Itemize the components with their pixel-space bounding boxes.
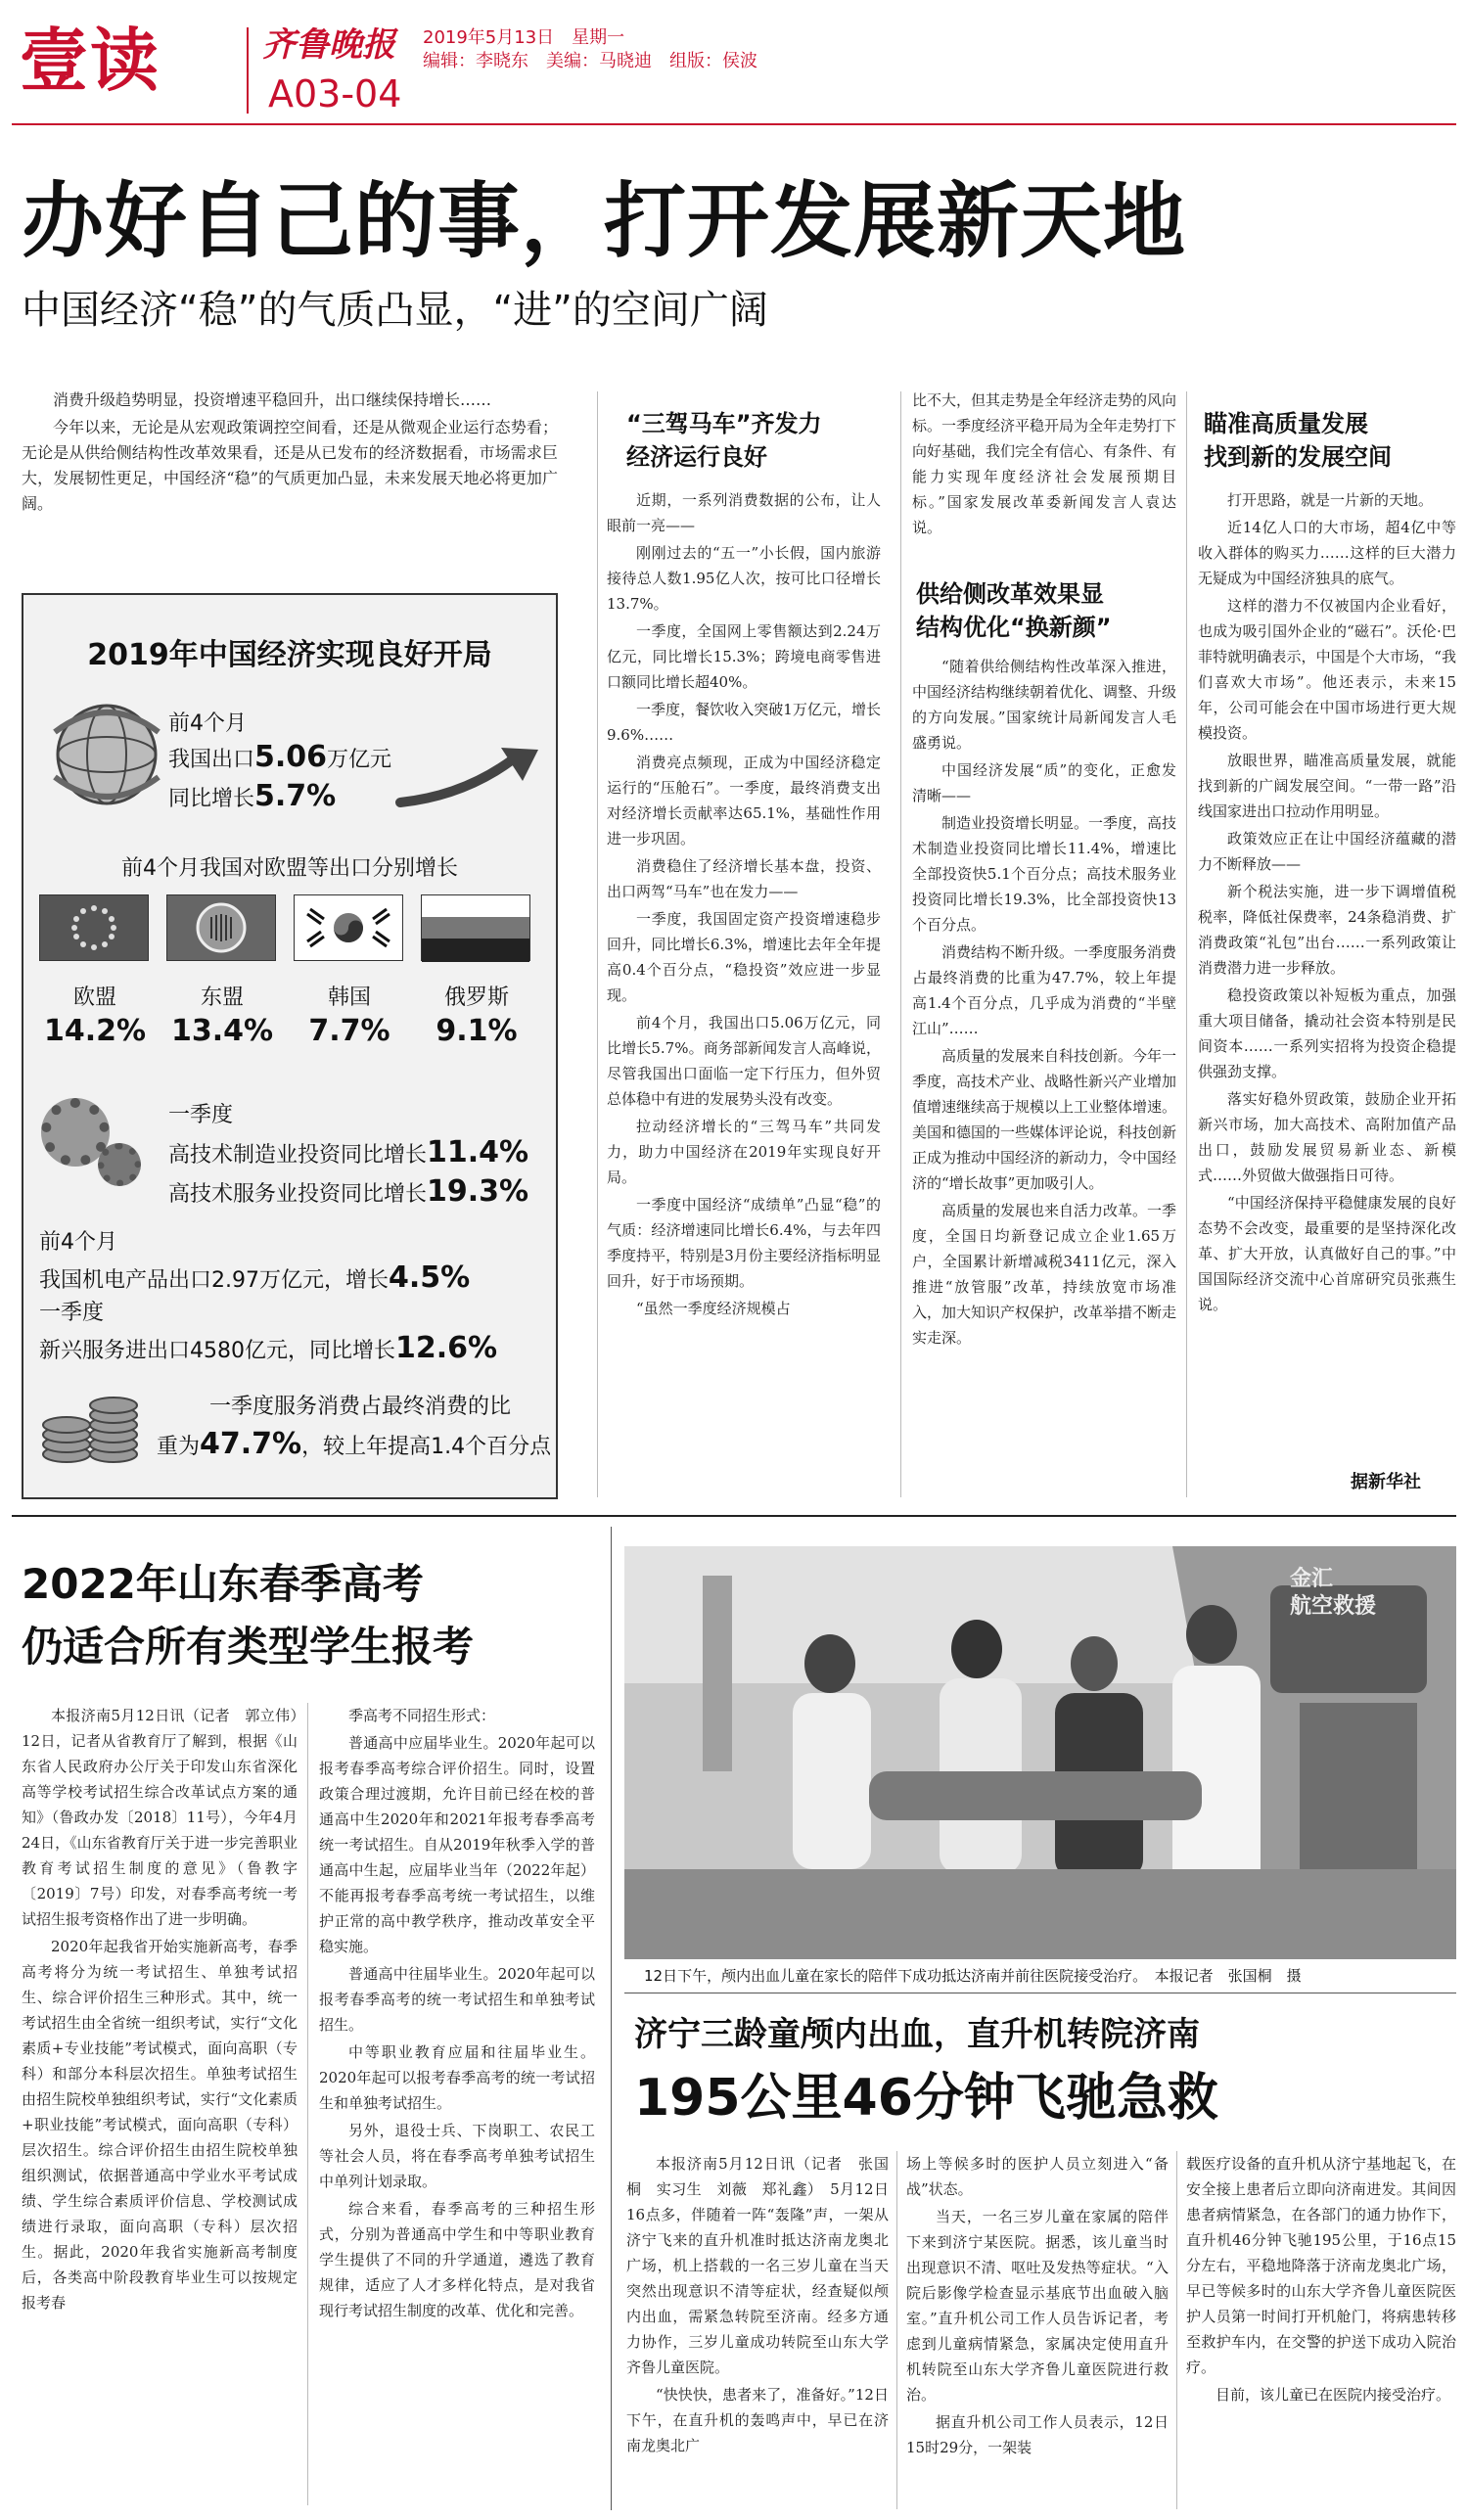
section-title: 壹读: [20, 21, 161, 101]
page-number: A03-04: [268, 72, 402, 115]
col3-para: 政策效应正在让中国经济蕴藏的潜力不断释放——: [1198, 830, 1456, 873]
q1-line2-pre: 高技术服务业投资同比增长: [168, 1182, 428, 1207]
p1-line1-pre: 我国出口: [168, 748, 255, 772]
col1-para: 前4个月，我国出口5.06万亿元，同比增长5.7%。商务部新闻发言人高峰说，尽管我国出口面临一定下行压力，但外贸总体稳中有进的发展势头没有改变。: [607, 1014, 881, 1108]
col1-para: 一季度，全国网上零售额达到2.24万亿元，同比增长15.3%；跨境电商零售进口额同比增长超40%。: [607, 622, 881, 691]
p2-line-pre: 我国机电产品出口2.97万亿元，增长: [39, 1268, 389, 1293]
flag-value-asean: 13.4%: [170, 1014, 274, 1048]
col3-para: 近14亿人口的大市场，超4亿中等收入群体的购买力……这样的巨大潜力无疑成为中国经济独具的底气。: [1198, 519, 1456, 587]
column-rule: [307, 1703, 308, 2505]
col3-para: 这样的潜力不仅被国内企业看好，也成为吸引国外企业的“磁石”。沃伦·巴菲特就明确表示，中国是个大市场，“我们喜欢大市场”。他还表示，未来15年，公司可能会在中国市场进行更大规模投资。: [1198, 597, 1456, 742]
heli-para: 载医疗设备的直升机从济宁基地起飞，在安全接上患者后立即向济南进发。其间因患者病情紧急，在各部门的通力协作下，直升机46分钟飞驰195公里，于16点15分左右，平稳地降落于济南龙奥北广场，早已等候多时的山东大学齐鲁儿童医院医护人员第一时间打开机舱门，将病患转移至救护车内，在交警的护送下成功入院治疗。: [1186, 2155, 1456, 2376]
column-rule: [900, 391, 901, 1497]
col3-para: 稳投资政策以补短板为重点，加强重大项目储备，撬动社会资本特别是民间资本……一系列实招将为投资企稳提供强劲支撑。: [1198, 986, 1456, 1080]
gaokao-para: 本报济南5月12日讯（记者 郭立伟） 12日，记者从省教育厅了解到，根据《山东省人民政府办公厅关于印发山东省深化高等学校考试招生综合改革试点方案的通知》（鲁政办发〔2018〕11号），今年4月24日，《山东省教育厅关于进一步完善职业教育考试招生制度的意见》（鲁教字〔2019〕7号）印发，对春季高考统一考试招生报考资格作出了进一步明确。: [22, 1707, 313, 1928]
column-rule: [597, 391, 598, 1497]
heli-para: 据直升机公司工作人员表示，12日15时29分，一架装: [906, 2413, 1169, 2456]
q1-line1-num: 11.4%: [427, 1135, 529, 1169]
col3-para: “中国经济保持平稳健康发展的良好态势不会改变，最重要的是坚持深化改革、扩大开放，认真做好自己的事。”中国国际经济交流中心首席研究员张燕生说。: [1198, 1194, 1456, 1313]
col1-para: “虽然一季度经济规模占: [636, 1300, 791, 1317]
lead-headline: 办好自己的事，打开发展新天地: [22, 173, 1187, 269]
gaokao-col1: [22, 1703, 313, 2510]
p1-line2: [168, 779, 336, 813]
q1-line1-pre: 高技术制造业投资同比增长: [168, 1143, 428, 1168]
helicopter-livery-text: 金汇 航空救援: [1290, 1567, 1377, 1619]
masthead-divider: [247, 27, 249, 114]
q1-line2-num: 19.3%: [427, 1174, 529, 1209]
section-rule: [611, 1527, 612, 2510]
gaokao-col2: [319, 1703, 595, 2510]
col1-para: 刚刚过去的“五一”小长假，国内旅游接待总人数1.95亿人次，按可比口径增长13.7%。: [607, 544, 881, 613]
coins-icon: [37, 1386, 145, 1474]
col1-para: 一季度中国经济“成绩单”凸显“稳”的气质：经济增速同比增长6.4%，与去年四季度持平，特别是3月份主要经济指标明显回升，好于市场预期。: [607, 1196, 881, 1290]
q1-label: 一季度: [168, 1103, 234, 1127]
date-line: 2019年5月13日 星期一: [423, 27, 625, 48]
col2-continued-para: 比不大，但其走势是全年经济走势的风向标。一季度经济平稳开局为全年走势打下向好基础，我们完全有信心、有条件、有能力实现年度经济社会发展预期目标。”国家发展改革委新闻发言人袁达说。: [912, 391, 1177, 536]
lead-col2: [912, 654, 1176, 1505]
p1-line2-num: 5.7%: [254, 779, 337, 813]
flags-title: 前4个月我国对欧盟等出口分别增长: [121, 856, 458, 881]
heli-col2: [906, 2151, 1169, 2513]
flag-name-asean: 东盟: [200, 985, 244, 1010]
gaokao-headline2: 仍适合所有类型学生报考: [22, 1623, 475, 1671]
col1-para: 消费亮点频现，正成为中国经济稳定运行的“压舱石”。一季度，最终消费支出对经济增长贡献率达65.1%，基础性作用进一步巩固。: [607, 754, 881, 848]
p2-line: [39, 1260, 470, 1295]
paper-logo: 齐鲁晚报: [262, 25, 395, 65]
col1-para: 拉动经济增长的“三驾马车”共同发力，助力中国经济在2019年实现良好开局。: [607, 1118, 881, 1186]
infobox-title: 2019年中国经济实现良好开局: [87, 638, 492, 672]
col3-para: 放眼世界，瞄准高质量发展，就能找到新的广阔发展空间。“一带一路”沿线国家进出口拉动作用明显。: [1198, 752, 1456, 820]
col2-para: 消费结构不断升级。一季度服务消费占最终消费的比重为47.7%，较上年提高1.4个百分点，几乎成为消费的“半壁江山”……: [912, 943, 1177, 1037]
p3-line-pre: 新兴服务进出口4580亿元，同比增长: [39, 1339, 395, 1363]
p1-label: 前4个月: [168, 711, 247, 736]
heli-para: 当天，一名三岁儿童在家属的陪伴下来到济宁某医院。据悉，该儿童当时出现意识不清、呕吐及发热等症状。“入院后影像学检查显示基底节出血破入脑室。”直升机公司工作人员告诉记者，考虑到儿童病情紧急，家属决定使用直升机转院至山东大学齐鲁儿童医院进行救治。: [906, 2208, 1169, 2404]
q1-line1: [168, 1135, 528, 1169]
p2-label: 前4个月: [39, 1230, 117, 1255]
col1-para: 一季度，餐饮收入突破1万亿元，增长9.6%……: [607, 701, 881, 744]
gaokao-para: 普通高中往届毕业生。2020年起可以报考春季高考的统一考试招生和单独考试招生。: [319, 1965, 595, 2034]
p3-line: [39, 1331, 497, 1365]
asean-flag-icon: [166, 894, 276, 961]
col1-subhead: “三驾马车”齐发力 经济运行良好: [626, 410, 822, 471]
p4-line2: [157, 1427, 551, 1461]
masthead: [12, 10, 1456, 127]
p1-line1-num: 5.06: [254, 740, 328, 774]
infobox: [22, 593, 558, 1499]
korea-flag-icon: [294, 894, 403, 961]
p1-line1: [168, 740, 391, 774]
lead-col2-top: [912, 388, 1176, 542]
gear-icon: [98, 1143, 141, 1186]
gaokao-para: 另外，退役士兵、下岗职工、农民工等社会人员，将在春季高考单独考试招生中单列计划录取。: [319, 2122, 595, 2190]
flag-name-eu: 欧盟: [72, 985, 116, 1010]
p4-line2-pre: 重为: [157, 1435, 201, 1459]
lead-col1: [607, 487, 881, 1505]
eu-flag-icon: [39, 894, 149, 961]
p1-line2-pre: 同比增长: [168, 787, 255, 811]
lead-intro: [22, 388, 558, 519]
p4-line2-num: 47.7%: [200, 1427, 302, 1461]
gaokao-para: 中等职业教育应届和往届毕业生。2020年起可以报考春季高考的统一考试招生和单独考试招生。: [319, 2043, 595, 2112]
flag-value-korea: 7.7%: [308, 1014, 390, 1048]
lead-col2-head: [916, 577, 1180, 644]
heli-para: 目前，该儿童已在医院内接受治疗。: [1216, 2386, 1451, 2404]
col2-para: 高质量的发展也来自活力改革。一季度，全国日均新登记成立企业1.65万户，全国累计新增减税3411亿元，深入推进“放管服”改革，持续放宽市场准入，加大知识产权保护，改革举措不断走实走深。: [912, 1202, 1177, 1347]
q1-line2: [168, 1174, 528, 1209]
intro-para: 今年以来，无论是从宏观政策调控空间看，还是从微观企业运行态势看；无论是从供给侧结构性改革效果看，还是从已发布的经济数据看，市场需求巨大，发展韧性更足，中国经济“稳”的气质更加凸显，未来发展天地必将更加广阔。: [22, 418, 558, 513]
trend-arrow-icon: [395, 742, 542, 810]
col1-para: 一季度，我国固定资产投资增速稳步回升，同比增长6.3%，增速比去年全年提高0.4个百分点，“稳投资”效应进一步显现。: [607, 910, 881, 1004]
flag-name-korea: 韩国: [327, 985, 371, 1010]
p1-line1-post: 万亿元: [327, 748, 392, 772]
col3-para: 新个税法实施，进一步下调增值税税率，降低社保费率，24条稳消费、扩消费政策“礼包”出台……一系列政策让消费潜力进一步释放。: [1198, 883, 1456, 977]
lead-subheadline: 中国经济“稳”的气质凸显，“进”的空间广阔: [22, 288, 768, 333]
heli-para: “快快快，患者来了，准备好。”12日下午，在直升机的轰鸣声中，早已在济南龙奥北广: [626, 2386, 889, 2454]
col2-para: 高质量的发展来自科技创新。今年一季度，高技术产业、战略性新兴产业增加值增速继续高于规模以上工业整体增速。美国和德国的一些媒体评论说，科技创新正成为推动中国经济的新动力，令中国经济的“增长故事”更加吸引人。: [912, 1047, 1177, 1192]
lead-col1-head: [626, 407, 881, 474]
lead-col3: [1198, 487, 1456, 1468]
heli-col1: [626, 2151, 889, 2513]
col1-para: 消费稳住了经济增长基本盘，投资、出口两驾“马车”也在发力——: [607, 857, 881, 900]
staff-line: 编辑：李晓东 美编：马晓迪 组版：侯波: [423, 51, 757, 71]
heli-para: 场上等候多时的医护人员立刻进入“备战”状态。: [906, 2155, 1169, 2198]
gaokao-para: 2020年起我省开始实施新高考，春季高考将分为统一考试招生、单独考试招生、综合评价招生三种形式。其中，统一考试招生由全省统一组织考试，实行“文化素质+专业技能”考试模式，面向高职（专科）和部分本科层次招生。单独考试招生由招生院校单独组织考试，实行“文化素质+职业技能”考试模式，面向高职（专科）层次招生。综合评价招生由招生院校单独组织测试，依据普通高中学业水平考试成绩、学生综合素质评价信息、学校测试成绩进行录取，面向高职（专科）层次招生。据此，2020年我省实施新高考制度后，各类高中阶段教育毕业生可以按规定报考春: [22, 1938, 298, 2312]
gaokao-para: 普通高中应届毕业生。2020年起可以报考春季高考综合评价招生。同时，设置政策合理过渡期，允许目前已经在校的普通高中生2020年和2021年报考春季高考统一考试招生。自从2019年秋季入学的普通高中生起，应届毕业当年（2022年起）不能再报考春季高考统一考试招生，以维护正常的高中教学秩序，推动改革安全平稳实施。: [319, 1734, 595, 1955]
col2-para: “随着供给侧结构性改革深入推进，中国经济结构继续朝着优化、调整、升级的方向发展。”国家统计局新闻发言人毛盛勇说。: [912, 658, 1177, 752]
col3-subhead: 瞄准高质量发展 找到新的发展空间: [1204, 410, 1392, 471]
p4-line2-post: ，较上年提高1.4个百分点: [301, 1435, 552, 1459]
news-photo: [624, 1546, 1456, 1959]
gaokao-para: 季高考不同招生形式：: [348, 1707, 496, 1724]
column-rule: [896, 2151, 897, 2509]
flag-value-russia: 9.1%: [436, 1014, 518, 1048]
col3-para: 打开思路，就是一片新的天地。: [1227, 491, 1434, 509]
lead-col3-head: [1204, 407, 1448, 474]
intro-para: 消费升级趋势明显，投资增速平稳回升，出口继续保持增长……: [53, 390, 492, 409]
p4-line1: 一季度服务消费占最终消费的比: [209, 1395, 512, 1419]
col3-para: 落实好稳外贸政策，鼓励企业开拓新兴市场，加大高技术、高附加值产品出口，鼓励发展贸易新业态、新模式……外贸做大做强指日可待。: [1198, 1090, 1456, 1184]
col2-para: 制造业投资增长明显。一季度，高技术制造业投资同比增长11.4%，增速比全部投资快5.1个百分点；高技术服务业投资同比增长19.3%，比全部投资快13个百分点。: [912, 814, 1177, 934]
russia-flag-icon: [421, 894, 530, 961]
flag-value-eu: 14.2%: [43, 1014, 147, 1048]
col1-para: 近期，一系列消费数据的公布，让人眼前一亮——: [607, 491, 881, 534]
column-rule: [1176, 2151, 1177, 2509]
p3-line-num: 12.6%: [395, 1331, 498, 1365]
masthead-rule: [12, 123, 1456, 125]
heli-headline1: 济宁三龄童颅内出血，直升机转院济南: [634, 2015, 1200, 2054]
col2-para: 中国经济发展“质”的变化，正愈发清晰——: [912, 761, 1176, 804]
heli-headline2: 195公里46分钟飞驰急救: [634, 2069, 1218, 2128]
heli-col3: [1186, 2151, 1456, 2513]
column-rule: [1186, 391, 1187, 1497]
photo-caption: 12日下午，颅内出血儿童在家长的陪伴下成功抵达济南并前往医院接受治疗。 本报记者 张国桐 摄: [644, 1967, 1302, 1985]
gaokao-headline1: 2022年山东春季高考: [22, 1560, 424, 1608]
globe-icon: [45, 693, 168, 816]
p3-label: 一季度: [39, 1301, 105, 1325]
col2-subhead: 供给侧改革效果显 结构优化“换新颜”: [916, 580, 1112, 641]
flag-name-russia: 俄罗斯: [443, 985, 509, 1010]
heli-para: 本报济南5月12日讯（记者 张国桐 实习生 刘薇 郑礼鑫） 5月12日16点多，伴随着一阵“轰隆”声，一架从济宁飞来的直升机准时抵达济南龙奥北广场，机上搭载的一名三岁儿童在当天突然出现意识不清等症状，经查疑似颅内出血，需紧急转院至济南。经多方通力协作，三岁儿童成功转院至山东大学齐鲁儿童医院。: [626, 2155, 889, 2376]
p2-line-num: 4.5%: [389, 1260, 471, 1295]
col3-credit: 据新华社: [1351, 1472, 1421, 1492]
gaokao-para: 综合来看，春季高考的三种招生形式，分别为普通高中学生和中等职业教育学生提供了不同的升学通道，遴选了教育规律，适应了人才多样化特点，是对我省现行考试招生制度的改革、优化和完善。: [319, 2200, 595, 2319]
section-divider: [12, 1515, 1456, 1517]
